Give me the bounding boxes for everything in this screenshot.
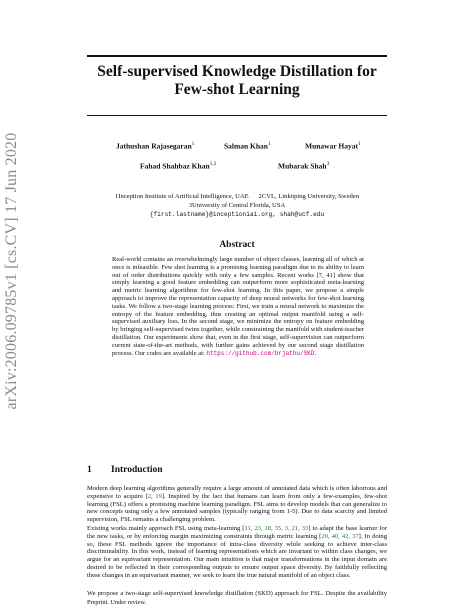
affiliation-inception: 1Inception Institute of Artificial Intelligence, UAE [114, 193, 249, 200]
citation-link-group[interactable]: 20, 40, 42, 37 [321, 532, 359, 540]
title-line-2: Few-shot Learning [174, 81, 300, 98]
citation-link[interactable]: 19 [155, 492, 162, 500]
author-5: Mubarak Shah$^3$ [278, 161, 330, 171]
title-top-rule [87, 55, 387, 57]
abstract-end: . [314, 349, 317, 357]
citation-link[interactable]: 2 [147, 492, 151, 500]
section-title: Introduction [111, 465, 163, 475]
title-bottom-rule [87, 115, 387, 116]
abstract-body [112, 256, 364, 357]
author-emails: {first.lastname}@inceptioniai.org, shah@ucf.edu [149, 211, 325, 218]
section-number: 1 [87, 465, 92, 475]
arxiv-identifier-stamp: arXiv:2006.09785v1 [cs.CV] 17 Jun 2020 [3, 132, 20, 410]
paragraph-2: Existing works mainly approach FSL using meta-learning [11, 23, 18, 35, 3, 21, 33] to adapt the base learner for the new tasks, or by enforcing margin maximizing constraints through metric learning [20, 40, 42, 37]. In doing so, these FSL methods ignore the importance of intra-class diversity while seeking to achieve inter-class discriminability. In this work, instead of learning representations which are invariant to within class changes, we argue for an equivariant representation. Our main intuition is that major transformations in the input domain are desired to be reflected in their corresponding outputs to ensure output space diversity. By faithfully reflecting these changes in an equivariant manner, we seek to learn the true natural manifold of an object class. [87, 525, 387, 579]
citation-link-group[interactable]: 11, 23, 18, 35, 3, 21, 33 [244, 525, 309, 532]
affiliations [0, 192, 474, 219]
author-1: Jathushan Rajasegaran$^1$ [116, 141, 195, 151]
affiliation-ucf: 3University of Central Florida, USA [188, 202, 286, 209]
author-4: Fahad Shahbaz Khan$^{1,2}$ [140, 161, 217, 171]
section-heading-introduction [87, 465, 163, 475]
author-2: Salman Khan$^1$ [224, 141, 271, 151]
title-line-1: Self-supervised Knowledge Distillation for [97, 63, 377, 80]
affiliation-line-1 [0, 192, 474, 201]
abstract-heading: Abstract [219, 240, 255, 250]
abstract-text: Real-world contains an overwhelmingly large number of object classes, learning all of which at once is infeasible. Few shot learning is a promising learning paradigm due to its ability to learn out of order distributions quickly with only a few samples. Recent works [7, 41] show that simply learning a good feature embedding can outperform more sophisticated meta-learning and metric learning algorithms for few-shot learning. In this paper, we propose a simple approach to improve the representation capacity of deep neural networks for few-shot learning tasks. We follow a two-stage learning process: First, we train a neural network to maximize the entropy of the feature embedding, thus creating an optimal output manifold using a self-supervised auxiliary loss. In the second stage, we minimize the entropy on feature embedding by bringing self-supervised twins together, while constraining the manifold with student-teacher distillation. Our experiments show that, even in the first stage, self-supervision can outperform current state-of-the-art methods, with further gains achieved by our second stage distillation process. Our codes are available at: [112, 256, 364, 357]
preprint-footer: Preprint. Under review. [87, 599, 147, 606]
code-link[interactable]: https://github.com/brjathu/SKD [206, 349, 315, 357]
paragraph-1: Modern deep learning algorithms generally require a large amount of annotated data which is often laborious and expensive to acquire [2, 19]. Inspired by the fact that humans can learn from only a few-examples, few-shot learning (FSL) offers a promising machine learning paradigm. FSL aims to develop models that can generalize to new concepts using only a few annotated samples (typically ranging from 1-5). Due to data scarcity and limited supervision, FSL remains a challenging problem. [87, 485, 388, 524]
author-3: Munawar Hayat$^1$ [305, 141, 361, 151]
paper-title [0, 63, 474, 99]
paragraph-3: We propose a two-stage self-supervised knowledge distillation (SKD) approach for FSL. Despite the availability [87, 590, 387, 597]
affiliation-linkoping: 2CVL, Linköping University, Sweden [258, 193, 360, 200]
